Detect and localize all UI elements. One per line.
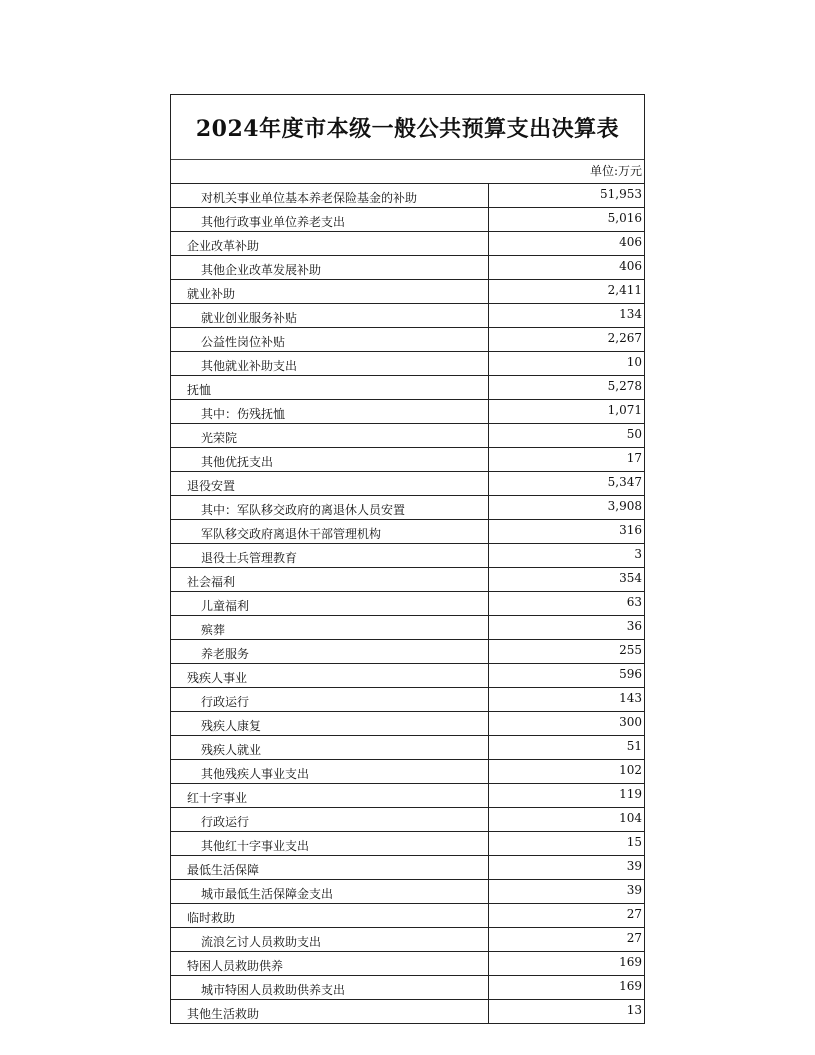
table-row: [171, 712, 644, 736]
row-item-name: 红十字事业: [171, 784, 488, 808]
row-item-name: 其他就业补助支出: [171, 352, 488, 376]
row-item-name: 其他红十字事业支出: [171, 832, 488, 856]
row-amount: 5,347: [488, 472, 644, 496]
row-amount: 169: [488, 952, 644, 976]
row-amount: 169: [488, 976, 644, 1000]
table-row: [171, 376, 644, 400]
row-item-name: 特困人员救助供养: [171, 952, 488, 976]
row-item-name: 军队移交政府离退休干部管理机构: [171, 520, 488, 544]
row-amount: 2,267: [488, 328, 644, 352]
table-row: [171, 952, 644, 976]
expenditure-table-body: [171, 184, 644, 1024]
row-item-name: 社会福利: [171, 568, 488, 592]
table-row: [171, 664, 644, 688]
table-row: [171, 784, 644, 808]
table-row: [171, 208, 644, 232]
row-amount: 5,016: [488, 208, 644, 232]
table-row: [171, 400, 644, 424]
table-row: [171, 520, 644, 544]
document-title: 2024年度市本级一般公共预算支出决算表: [171, 95, 644, 160]
row-amount: 50: [488, 424, 644, 448]
unit-label: 单位:万元: [171, 160, 644, 184]
table-row: [171, 280, 644, 304]
row-item-name: 光荣院: [171, 424, 488, 448]
row-item-name: 流浪乞讨人员救助支出: [171, 928, 488, 952]
row-item-name: 公益性岗位补贴: [171, 328, 488, 352]
table-row: [171, 352, 644, 376]
table-row: [171, 184, 644, 208]
table-row: [171, 592, 644, 616]
row-amount: 15: [488, 832, 644, 856]
expenditure-table: [171, 184, 644, 1024]
table-row: [171, 976, 644, 1000]
row-item-name: 其他残疾人事业支出: [171, 760, 488, 784]
table-row: [171, 736, 644, 760]
row-amount: 5,278: [488, 376, 644, 400]
row-amount: 102: [488, 760, 644, 784]
table-row: [171, 328, 644, 352]
row-amount: 406: [488, 232, 644, 256]
row-amount: 10: [488, 352, 644, 376]
table-row: [171, 568, 644, 592]
row-item-name: 城市特困人员救助供养支出: [171, 976, 488, 1000]
row-item-name: 临时救助: [171, 904, 488, 928]
row-item-name: 儿童福利: [171, 592, 488, 616]
row-amount: 51: [488, 736, 644, 760]
table-row: [171, 256, 644, 280]
table-row: [171, 760, 644, 784]
table-row: [171, 1000, 644, 1024]
table-row: [171, 904, 644, 928]
table-row: [171, 832, 644, 856]
row-item-name: 残疾人事业: [171, 664, 488, 688]
row-amount: 255: [488, 640, 644, 664]
row-amount: 119: [488, 784, 644, 808]
table-row: [171, 496, 644, 520]
row-amount: 316: [488, 520, 644, 544]
row-item-name: 养老服务: [171, 640, 488, 664]
table-row: [171, 448, 644, 472]
row-item-name: 殡葬: [171, 616, 488, 640]
table-row: [171, 544, 644, 568]
row-amount: 36: [488, 616, 644, 640]
row-item-name: 其中：军队移交政府的离退休人员安置: [171, 496, 488, 520]
row-item-name: 行政运行: [171, 808, 488, 832]
row-amount: 3: [488, 544, 644, 568]
row-amount: 17: [488, 448, 644, 472]
table-row: [171, 928, 644, 952]
row-item-name: 企业改革补助: [171, 232, 488, 256]
row-item-name: 残疾人就业: [171, 736, 488, 760]
row-amount: 134: [488, 304, 644, 328]
row-amount: 27: [488, 904, 644, 928]
row-amount: 63: [488, 592, 644, 616]
table-row: [171, 232, 644, 256]
row-item-name: 其他行政事业单位养老支出: [171, 208, 488, 232]
row-item-name: 对机关事业单位基本养老保险基金的补助: [171, 184, 488, 208]
row-amount: 300: [488, 712, 644, 736]
row-amount: 354: [488, 568, 644, 592]
row-amount: 1,071: [488, 400, 644, 424]
row-item-name: 就业补助: [171, 280, 488, 304]
row-item-name: 最低生活保障: [171, 856, 488, 880]
row-item-name: 城市最低生活保障金支出: [171, 880, 488, 904]
table-row: [171, 304, 644, 328]
row-amount: 51,953: [488, 184, 644, 208]
table-row: [171, 424, 644, 448]
row-item-name: 行政运行: [171, 688, 488, 712]
row-item-name: 其他优抚支出: [171, 448, 488, 472]
row-item-name: 退役士兵管理教育: [171, 544, 488, 568]
row-item-name: 抚恤: [171, 376, 488, 400]
row-amount: 27: [488, 928, 644, 952]
table-row: [171, 472, 644, 496]
row-item-name: 其他生活救助: [171, 1000, 488, 1024]
row-amount: 104: [488, 808, 644, 832]
table-row: [171, 856, 644, 880]
row-item-name: 其中：伤残抚恤: [171, 400, 488, 424]
row-amount: 2,411: [488, 280, 644, 304]
budget-table-document: [170, 94, 645, 1024]
table-row: [171, 688, 644, 712]
row-item-name: 残疾人康复: [171, 712, 488, 736]
table-row: [171, 640, 644, 664]
row-amount: 596: [488, 664, 644, 688]
row-amount: 39: [488, 880, 644, 904]
row-item-name: 其他企业改革发展补助: [171, 256, 488, 280]
row-amount: 39: [488, 856, 644, 880]
row-item-name: 就业创业服务补贴: [171, 304, 488, 328]
row-amount: 406: [488, 256, 644, 280]
row-amount: 13: [488, 1000, 644, 1024]
table-row: [171, 880, 644, 904]
row-item-name: 退役安置: [171, 472, 488, 496]
table-row: [171, 808, 644, 832]
row-amount: 143: [488, 688, 644, 712]
table-row: [171, 616, 644, 640]
row-amount: 3,908: [488, 496, 644, 520]
